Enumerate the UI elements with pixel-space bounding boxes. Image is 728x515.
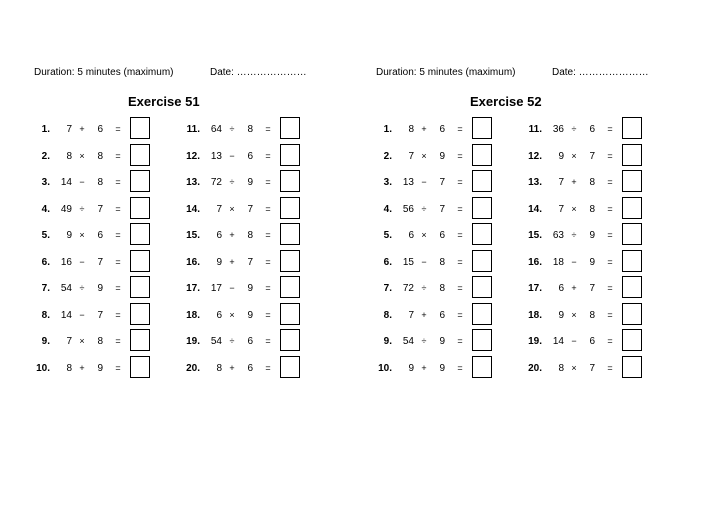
date-field: Date: ………………… [210, 67, 307, 78]
operator-sign: ÷ [571, 124, 577, 134]
operand-b: 8 [589, 309, 595, 321]
operator-sign: × [571, 309, 577, 320]
operand-b: 8 [97, 150, 103, 162]
problem-number: 19. [528, 336, 542, 347]
operator-sign: × [229, 309, 235, 320]
operand-b: 7 [439, 177, 445, 188]
operator-sign: ÷ [229, 336, 235, 346]
answer-box[interactable] [280, 329, 300, 351]
problem-row [28, 355, 178, 382]
problem-row [370, 328, 520, 355]
answer-box[interactable] [622, 117, 642, 139]
operand-b: 6 [589, 336, 595, 347]
problem-number: 11. [186, 124, 200, 135]
equals-sign: = [457, 283, 463, 293]
problem-number: 4. [41, 203, 50, 215]
equals-sign: = [265, 256, 271, 267]
equals-sign: = [115, 124, 121, 134]
answer-box[interactable] [280, 303, 300, 325]
operator-sign: ÷ [421, 336, 427, 346]
operator-sign: − [79, 177, 85, 187]
operand-a: 54 [402, 336, 414, 347]
operand-a: 14 [60, 309, 72, 321]
operand-a: 8 [216, 362, 222, 374]
operator-sign: × [571, 203, 577, 214]
problem-number: 1. [383, 124, 392, 135]
problem-row [178, 249, 328, 276]
operand-a: 6 [216, 309, 222, 321]
answer-box[interactable] [130, 250, 150, 272]
problem-row [520, 302, 670, 329]
answer-box[interactable] [280, 197, 300, 219]
operand-a: 9 [66, 230, 72, 241]
operator-sign: + [421, 362, 427, 373]
operand-a: 8 [558, 362, 564, 374]
operator-sign: − [571, 256, 577, 267]
problem-number: 4. [383, 203, 392, 215]
problem-row [520, 169, 670, 196]
problem-row [520, 222, 670, 249]
equals-sign: = [457, 256, 463, 267]
operator-sign: × [571, 362, 577, 373]
problem-number: 12. [528, 150, 542, 162]
answer-box[interactable] [130, 276, 150, 298]
problem-column-2 [178, 116, 328, 381]
equals-sign: = [115, 336, 121, 346]
operand-a: 49 [60, 203, 72, 215]
problem-column-1 [28, 116, 178, 381]
operator-sign: ÷ [229, 124, 235, 134]
equals-sign: = [457, 177, 463, 187]
operand-a: 36 [552, 124, 564, 135]
equals-sign: = [265, 177, 271, 187]
operand-b: 7 [97, 256, 103, 268]
equals-sign: = [457, 362, 463, 373]
operand-a: 15 [402, 256, 414, 268]
operand-a: 14 [552, 336, 564, 347]
answer-box[interactable] [472, 197, 492, 219]
operand-a: 9 [558, 150, 564, 162]
operator-sign: ÷ [571, 230, 577, 240]
answer-box[interactable] [622, 356, 642, 378]
answer-box[interactable] [622, 170, 642, 192]
answer-box[interactable] [130, 329, 150, 351]
operator-sign: + [79, 124, 85, 134]
equals-sign: = [607, 203, 613, 214]
equals-sign: = [265, 150, 271, 161]
operator-sign: × [571, 150, 577, 161]
equals-sign: = [457, 150, 463, 161]
operand-b: 6 [97, 230, 103, 241]
operator-sign: − [421, 256, 427, 267]
operand-b: 9 [247, 283, 253, 294]
operand-a: 72 [210, 177, 222, 188]
problem-column-2 [520, 116, 670, 381]
problem-row [520, 143, 670, 170]
equals-sign: = [607, 283, 613, 293]
operand-a: 56 [402, 203, 414, 215]
operand-b: 6 [97, 124, 103, 135]
problem-row [520, 355, 670, 382]
operand-a: 8 [408, 124, 414, 135]
operand-b: 8 [589, 177, 595, 188]
problem-number: 18. [528, 309, 542, 321]
problem-row [28, 196, 178, 223]
problem-number: 16. [528, 256, 542, 268]
problem-number: 13. [186, 177, 200, 188]
answer-box[interactable] [472, 170, 492, 192]
operand-b: 8 [439, 256, 445, 268]
equals-sign: = [265, 309, 271, 320]
problem-number: 3. [41, 177, 50, 188]
answer-box[interactable] [280, 170, 300, 192]
operator-sign: − [421, 177, 427, 187]
equals-sign: = [607, 256, 613, 267]
problem-number: 2. [383, 150, 392, 162]
problem-number: 8. [41, 309, 50, 321]
equals-sign: = [115, 362, 121, 373]
operand-b: 8 [247, 124, 253, 135]
problem-number: 9. [383, 336, 392, 347]
problem-number: 11. [528, 124, 542, 135]
operator-sign: + [571, 177, 577, 187]
operator-sign: − [571, 336, 577, 346]
equals-sign: = [457, 230, 463, 240]
operand-a: 13 [402, 177, 414, 188]
operand-a: 7 [558, 203, 564, 215]
problem-number: 9. [41, 336, 50, 347]
problem-row [178, 222, 328, 249]
problem-number: 19. [186, 336, 200, 347]
problem-row [370, 169, 520, 196]
problem-row [178, 328, 328, 355]
operator-sign: × [229, 203, 235, 214]
problem-row [178, 169, 328, 196]
problem-number: 10. [36, 362, 50, 374]
answer-box[interactable] [622, 303, 642, 325]
exercise-title: Exercise 52 [470, 94, 542, 109]
operand-a: 54 [60, 283, 72, 294]
problem-row [520, 196, 670, 223]
problem-number: 7. [41, 283, 50, 294]
problem-number: 14. [528, 203, 542, 215]
equals-sign: = [457, 309, 463, 320]
equals-sign: = [607, 150, 613, 161]
answer-box[interactable] [472, 223, 492, 245]
operand-b: 9 [589, 256, 595, 268]
answer-box[interactable] [280, 117, 300, 139]
answer-box[interactable] [472, 144, 492, 166]
worksheet-exercise-52 [342, 0, 706, 515]
operand-a: 64 [210, 124, 222, 135]
duration-label: Duration: 5 minutes (maximum) [34, 67, 174, 78]
problem-row [178, 355, 328, 382]
operand-a: 8 [66, 150, 72, 162]
answer-box[interactable] [472, 329, 492, 351]
problem-row [28, 249, 178, 276]
answer-box[interactable] [622, 223, 642, 245]
operand-b: 8 [589, 203, 595, 215]
problem-row [370, 275, 520, 302]
problem-number: 6. [41, 256, 50, 268]
equals-sign: = [115, 283, 121, 293]
equals-sign: = [115, 150, 121, 161]
equals-sign: = [607, 230, 613, 240]
problem-number: 1. [41, 124, 50, 135]
equals-sign: = [265, 203, 271, 214]
equals-sign: = [457, 124, 463, 134]
answer-box[interactable] [130, 356, 150, 378]
answer-box[interactable] [472, 117, 492, 139]
operator-sign: + [421, 124, 427, 134]
operand-b: 6 [439, 230, 445, 241]
operand-b: 7 [247, 256, 253, 268]
operand-b: 7 [589, 150, 595, 162]
operand-a: 7 [216, 203, 222, 215]
operator-sign: ÷ [229, 177, 235, 187]
answer-box[interactable] [280, 144, 300, 166]
operator-sign: ÷ [79, 203, 85, 214]
operand-b: 9 [589, 230, 595, 241]
operator-sign: + [229, 256, 235, 267]
equals-sign: = [607, 124, 613, 134]
equals-sign: = [115, 177, 121, 187]
problem-number: 13. [528, 177, 542, 188]
problem-row [28, 275, 178, 302]
problem-number: 14. [186, 203, 200, 215]
operand-b: 7 [589, 362, 595, 374]
answer-box[interactable] [472, 276, 492, 298]
problem-row [178, 196, 328, 223]
problem-column-1 [370, 116, 520, 381]
problem-row [178, 302, 328, 329]
equals-sign: = [607, 177, 613, 187]
problem-row [370, 249, 520, 276]
problem-number: 20. [528, 362, 542, 374]
operator-sign: − [79, 256, 85, 267]
operand-a: 6 [216, 230, 222, 241]
operand-a: 16 [60, 256, 72, 268]
problem-number: 15. [186, 230, 200, 241]
problem-number: 17. [186, 283, 200, 294]
equals-sign: = [265, 362, 271, 373]
operator-sign: × [421, 230, 427, 240]
problem-row [28, 328, 178, 355]
problem-number: 10. [378, 362, 392, 374]
problem-row [370, 355, 520, 382]
operand-a: 7 [408, 150, 414, 162]
operand-b: 8 [439, 283, 445, 294]
problem-row [520, 275, 670, 302]
operand-a: 13 [210, 150, 222, 162]
problem-row [370, 116, 520, 143]
operator-sign: × [79, 230, 85, 240]
operator-sign: − [79, 309, 85, 320]
equals-sign: = [607, 362, 613, 373]
operand-b: 6 [439, 124, 445, 135]
operand-b: 9 [439, 362, 445, 374]
problem-number: 17. [528, 283, 542, 294]
problem-number: 3. [383, 177, 392, 188]
operator-sign: ÷ [79, 283, 85, 293]
operator-sign: ÷ [421, 283, 427, 293]
answer-box[interactable] [622, 250, 642, 272]
problem-row [28, 116, 178, 143]
answer-box[interactable] [472, 250, 492, 272]
answer-box[interactable] [280, 276, 300, 298]
answer-box[interactable] [130, 197, 150, 219]
problem-number: 20. [186, 362, 200, 374]
answer-box[interactable] [622, 197, 642, 219]
operator-sign: × [79, 150, 85, 161]
equals-sign: = [457, 336, 463, 346]
operator-sign: − [229, 283, 235, 293]
answer-box[interactable] [280, 250, 300, 272]
equals-sign: = [115, 230, 121, 240]
answer-box[interactable] [622, 329, 642, 351]
answer-box[interactable] [622, 276, 642, 298]
problem-number: 6. [383, 256, 392, 268]
problem-row [28, 222, 178, 249]
answer-box[interactable] [130, 170, 150, 192]
operand-a: 9 [558, 309, 564, 321]
answer-box[interactable] [622, 144, 642, 166]
answer-box[interactable] [472, 303, 492, 325]
operand-b: 9 [439, 150, 445, 162]
problem-number: 8. [383, 309, 392, 321]
operand-a: 14 [60, 177, 72, 188]
operand-a: 9 [216, 256, 222, 268]
problem-row [520, 249, 670, 276]
operand-b: 9 [247, 177, 253, 188]
operand-a: 63 [552, 230, 564, 241]
problem-row [370, 222, 520, 249]
problem-number: 18. [186, 309, 200, 321]
operator-sign: ÷ [421, 203, 427, 214]
answer-box[interactable] [130, 144, 150, 166]
equals-sign: = [265, 124, 271, 134]
duration-label: Duration: 5 minutes (maximum) [376, 67, 516, 78]
problem-row [28, 143, 178, 170]
operator-sign: + [229, 230, 235, 240]
operand-b: 7 [589, 283, 595, 294]
problem-row [28, 302, 178, 329]
operand-b: 8 [97, 177, 103, 188]
problem-row [520, 116, 670, 143]
answer-box[interactable] [130, 303, 150, 325]
operand-a: 7 [66, 336, 72, 347]
operand-b: 9 [439, 336, 445, 347]
operand-b: 6 [439, 309, 445, 321]
problem-row [178, 143, 328, 170]
date-field: Date: ………………… [552, 67, 649, 78]
equals-sign: = [607, 336, 613, 346]
operand-b: 7 [97, 309, 103, 321]
operand-b: 6 [247, 336, 253, 347]
operand-a: 7 [558, 177, 564, 188]
operand-b: 7 [439, 203, 445, 215]
operand-b: 7 [97, 203, 103, 215]
problem-row [520, 328, 670, 355]
operand-a: 18 [552, 256, 564, 268]
operand-a: 7 [66, 124, 72, 135]
problem-number: 5. [41, 230, 50, 241]
problem-row [28, 169, 178, 196]
equals-sign: = [457, 203, 463, 214]
answer-box[interactable] [280, 223, 300, 245]
operand-a: 72 [402, 283, 414, 294]
operand-b: 9 [247, 309, 253, 321]
operand-b: 8 [247, 230, 253, 241]
operator-sign: − [229, 150, 235, 161]
problem-number: 12. [186, 150, 200, 162]
problem-number: 15. [528, 230, 542, 241]
problem-row [178, 275, 328, 302]
equals-sign: = [265, 283, 271, 293]
equals-sign: = [607, 309, 613, 320]
answer-box[interactable] [472, 356, 492, 378]
operand-a: 17 [210, 283, 222, 294]
operator-sign: × [79, 336, 85, 346]
answer-box[interactable] [130, 223, 150, 245]
operand-b: 8 [97, 336, 103, 347]
equals-sign: = [265, 336, 271, 346]
equals-sign: = [115, 309, 121, 320]
operand-a: 6 [408, 230, 414, 241]
equals-sign: = [115, 256, 121, 267]
operator-sign: + [421, 309, 427, 320]
answer-box[interactable] [130, 117, 150, 139]
operand-b: 9 [97, 362, 103, 374]
problem-row [370, 302, 520, 329]
equals-sign: = [265, 230, 271, 240]
operand-a: 9 [408, 362, 414, 374]
exercise-title: Exercise 51 [128, 94, 200, 109]
equals-sign: = [115, 203, 121, 214]
operand-b: 7 [247, 203, 253, 215]
operand-b: 6 [247, 150, 253, 162]
operand-a: 8 [66, 362, 72, 374]
operand-a: 6 [558, 283, 564, 294]
operator-sign: + [571, 283, 577, 293]
operand-b: 6 [247, 362, 253, 374]
operator-sign: + [229, 362, 235, 373]
operand-a: 7 [408, 309, 414, 321]
problem-row [370, 143, 520, 170]
problem-number: 7. [383, 283, 392, 294]
operand-b: 9 [97, 283, 103, 294]
problem-row [178, 116, 328, 143]
operator-sign: + [79, 362, 85, 373]
operand-a: 54 [210, 336, 222, 347]
problem-row [370, 196, 520, 223]
problem-number: 5. [383, 230, 392, 241]
answer-box[interactable] [280, 356, 300, 378]
problem-number: 16. [186, 256, 200, 268]
problem-number: 2. [41, 150, 50, 162]
operand-b: 6 [589, 124, 595, 135]
operator-sign: × [421, 150, 427, 161]
